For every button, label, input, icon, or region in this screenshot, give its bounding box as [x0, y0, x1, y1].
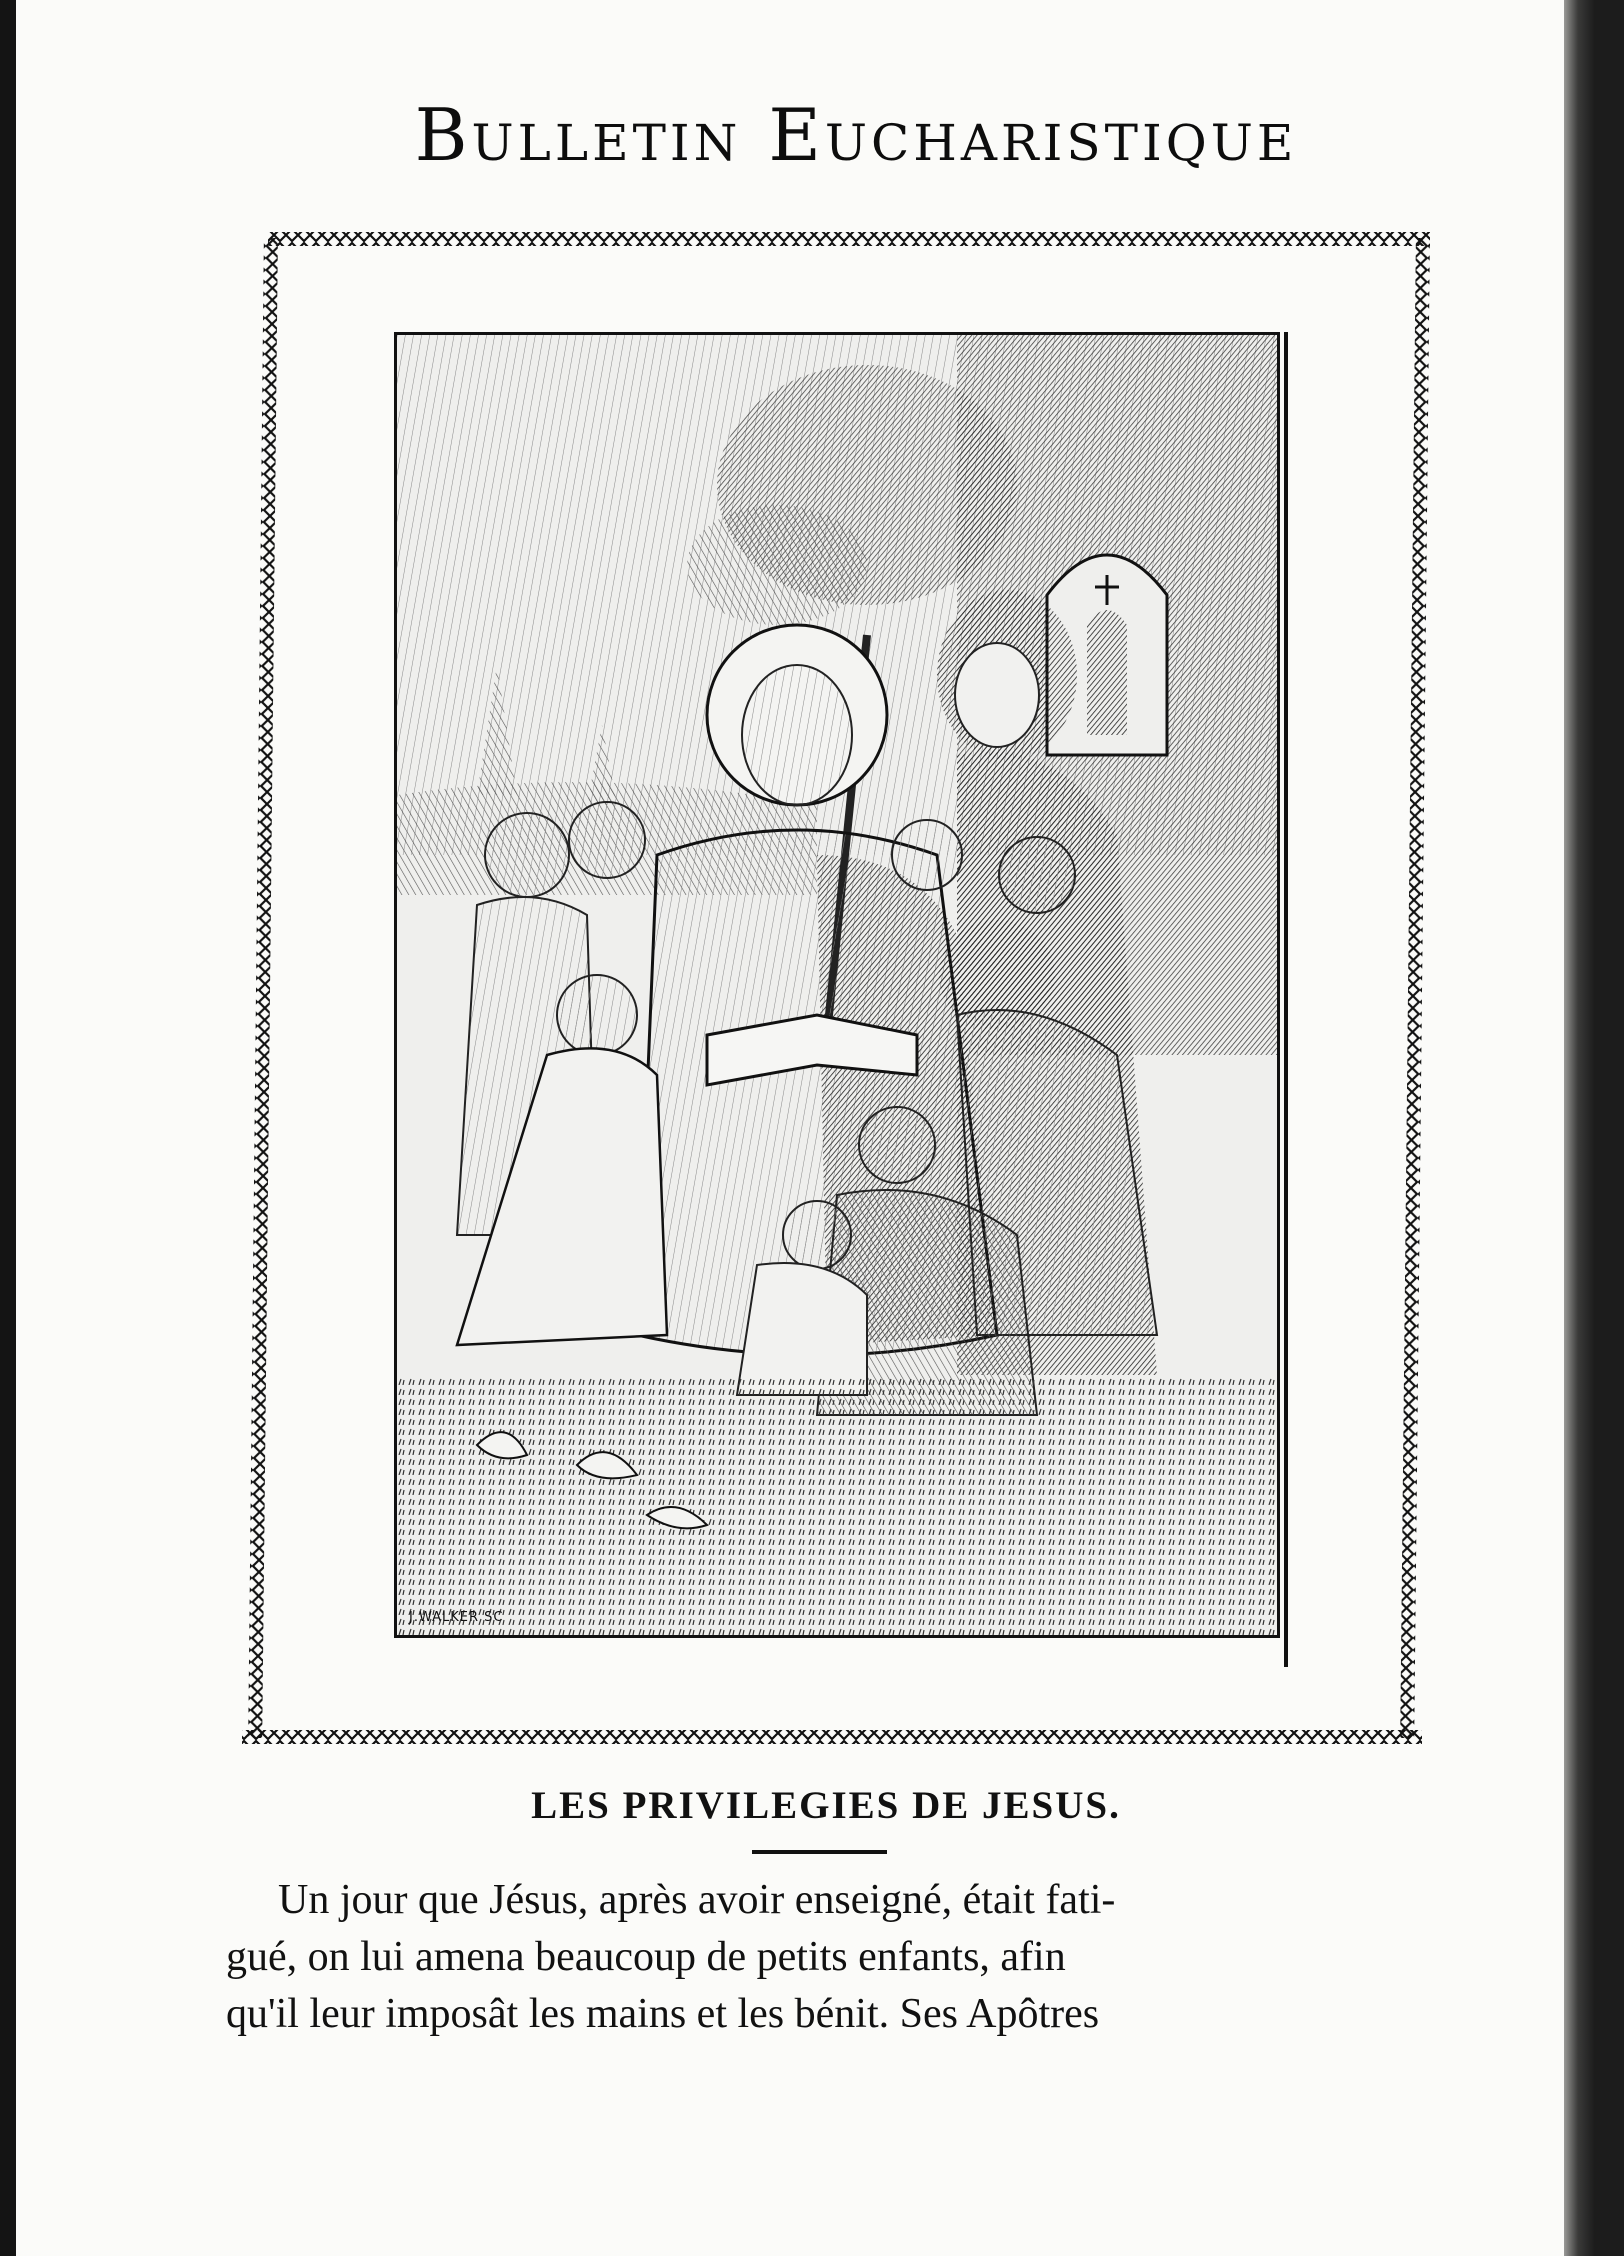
body-line-2: gué, on lui amena beaucoup de petits enfants, afin	[226, 1934, 1066, 1980]
engraving-side-rule	[1284, 332, 1288, 1667]
page-title: Bulletin Eucharistique	[414, 93, 1298, 177]
page	[16, 0, 1594, 2256]
body-line-1: Un jour que Jésus, après avoir enseigné, était fati-	[278, 1877, 1116, 1923]
heading-underline	[752, 1850, 887, 1854]
article-heading: LES PRIVILEGIES DE JESUS.	[531, 1784, 1121, 1827]
engraver-signature: J.WALKER SC	[409, 1610, 504, 1625]
right-page-edge	[1564, 0, 1594, 2256]
engraving-artwork	[397, 335, 1277, 1635]
engraving-christ-blessing-children	[394, 332, 1280, 1638]
body-line-3: qu'il leur imposât les mains et les bénit. Ses Apôtres	[226, 1991, 1100, 2037]
left-binding-edge	[0, 0, 16, 2256]
article-body	[226, 1872, 1404, 2043]
